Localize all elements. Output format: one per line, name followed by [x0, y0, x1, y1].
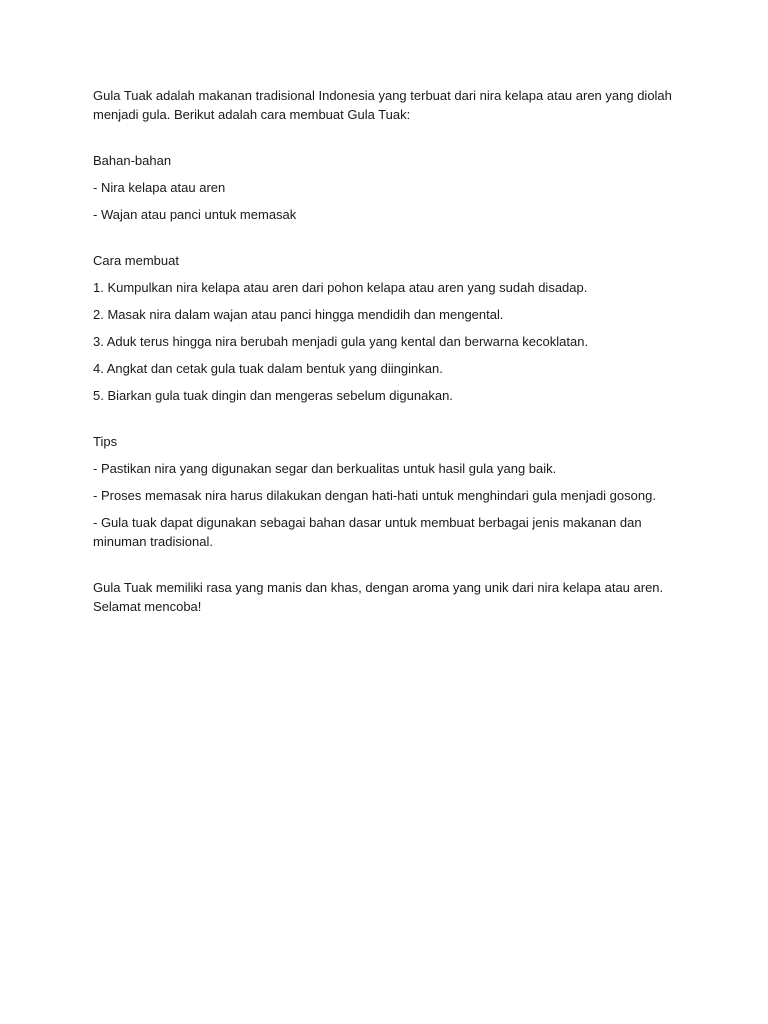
intro-paragraph: Gula Tuak adalah makanan tradisional Indonesia yang terbuat dari nira kelapa atau aren yang diolah menjadi gula. Berikut adalah cara membuat Gula Tuak:: [93, 88, 672, 122]
document-page: [93, 86, 683, 624]
step-item: 3. Aduk terus hingga nira berubah menjadi gula yang kental dan berwarna kecoklatan.: [93, 334, 589, 349]
step-item: 1. Kumpulkan nira kelapa atau aren dari pohon kelapa atau aren yang sudah disadap.: [93, 280, 588, 295]
closing-paragraph: Gula Tuak memiliki rasa yang manis dan khas, dengan aroma yang unik dari nira kelapa atau aren. Selamat mencoba!: [93, 580, 664, 614]
step-item: 2. Masak nira dalam wajan atau panci hingga mendidih dan mengental.: [93, 307, 504, 322]
spacer: [93, 559, 683, 578]
spacer: [93, 132, 683, 151]
tip-item: - Gula tuak dapat digunakan sebagai bahan dasar untuk membuat berbagai jenis makanan dan minuman tradisional.: [93, 515, 642, 549]
tips-heading: Tips: [93, 434, 118, 449]
step-item: 5. Biarkan gula tuak dingin dan mengeras sebelum digunakan.: [93, 388, 453, 403]
step-item: 4. Angkat dan cetak gula tuak dalam bentuk yang diinginkan.: [93, 361, 443, 376]
ingredient-item: - Wajan atau panci untuk memasak: [93, 207, 297, 222]
steps-heading: Cara membuat: [93, 253, 179, 268]
tip-item: - Pastikan nira yang digunakan segar dan berkualitas untuk hasil gula yang baik.: [93, 461, 557, 476]
spacer: [93, 413, 683, 432]
ingredient-item: - Nira kelapa atau aren: [93, 180, 226, 195]
ingredients-heading: Bahan-bahan: [93, 153, 172, 168]
tip-item: - Proses memasak nira harus dilakukan dengan hati-hati untuk menghindari gula menjadi gosong.: [93, 488, 656, 503]
spacer: [93, 232, 683, 251]
